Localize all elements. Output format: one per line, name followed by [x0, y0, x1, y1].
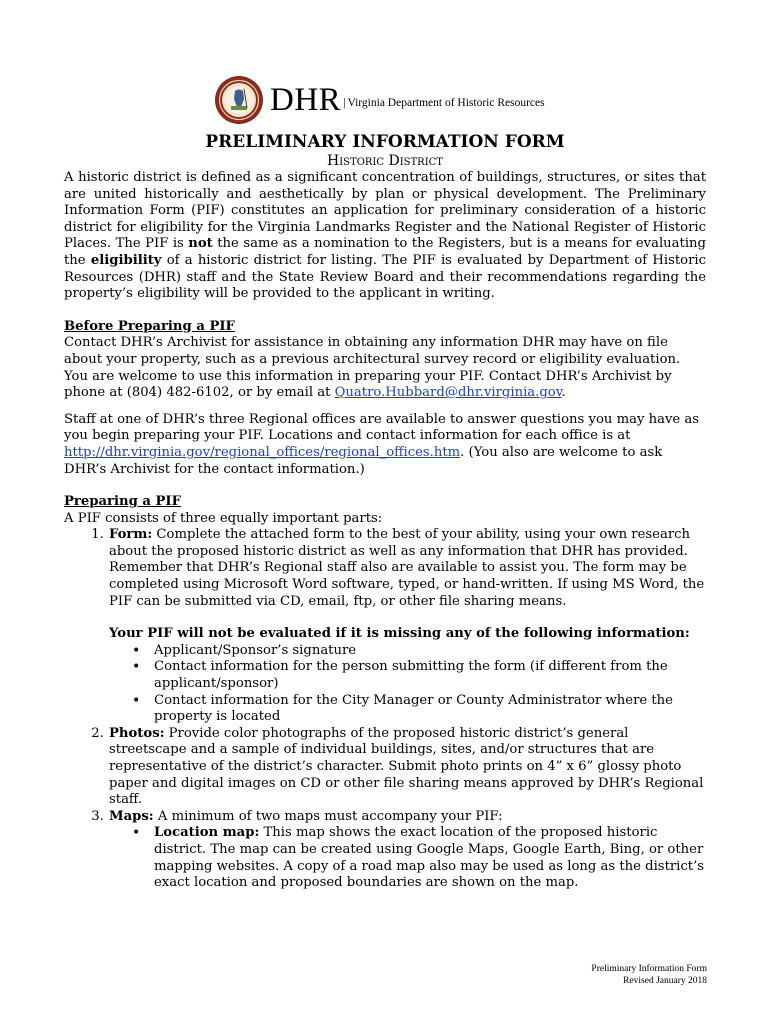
- intro-eligibility: eligibility: [90, 252, 162, 268]
- missing-info-warning: Your PIF will not be evaluated if it is missing any of the following information:: [109, 626, 690, 642]
- footer-form-name: Preliminary Information Form: [591, 964, 707, 974]
- form-text: Complete the attached form to the best of your ability, using your own research about the proposed historic district as well as any information that DHR has provided. Remember that DHR’s Regional staff also are available to assist you. The form may be completed using Microsoft Word software, typed, or hand-written. If using MS Word, the PIF can be submitted via CD, email, ftp, or other file sharing means.: [109, 527, 705, 609]
- pif-parts-list: [64, 527, 706, 891]
- archivist-text: Contact DHR’s Archivist for assistance in obtaining any information DHR may have on file about your property, such as a previous architectural survey record or eligibility evaluation. You are welcome to use this information in preparing your PIF. Contact DHR’s Archivist by phone at (804) 482-6102, or by email at: [64, 335, 681, 401]
- intro-text-2: the same as a nomination to the Registers, but is a means for evaluating the: [64, 236, 706, 268]
- preparing-lead: A PIF consists of three equally important parts:: [64, 510, 383, 526]
- form-label: Form:: [109, 527, 153, 543]
- photos-text: Provide color photographs of the proposed historic district’s general streetscape and a sample of individual buildings, sites, and/or structures that are representative of the district’s character. Submit photo prints on 4” x 6” glossy photo paper and digital images on CD or other file sharing means approved by DHR’s Regional staff.: [109, 725, 704, 808]
- archivist-email-link[interactable]: Quatro.Hubbard@dhr.virginia.gov: [334, 385, 562, 401]
- required-item: • Applicant/Sponsor’s signature: [154, 643, 706, 660]
- regional-paragraph: [64, 412, 706, 478]
- intro-text-3: of a historic district for listing. The PIF is evaluated by Department of Historic Resources (DHR) staff and the State Review Board and their recommendations regarding the property’s eligibility will be provided to the applicant in writing.: [64, 252, 706, 302]
- page-title: PRELIMINARY INFORMATION FORM: [205, 132, 565, 152]
- intro-not: not: [188, 236, 213, 252]
- location-map-text: This map shows the exact location of the proposed historic district. The map can be created using Google Maps, Google Earth, Bing, or other mapping websites. A copy of a road map also may be used as long as the district’s exact location and proposed boundaries are shown on the map.: [154, 825, 705, 891]
- maps-label: Maps:: [109, 808, 154, 824]
- before-heading: Before Preparing a PIF: [64, 318, 235, 334]
- document-body: [64, 170, 706, 892]
- required-item: • Contact information for the person submitting the form (if different from the applicant/sponsor): [154, 659, 706, 692]
- required-info-list: [109, 643, 706, 726]
- logo-text: DHR: [270, 81, 342, 118]
- regional-text: Staff at one of DHR’s three Regional offices are available to answer questions you may have as you begin preparing your PIF. Locations and contact information for each office is at: [64, 411, 700, 444]
- virginia-seal-icon: [214, 75, 264, 125]
- page-header: [214, 74, 545, 126]
- regional-text-end: . (You also are welcome to ask DHR’s Archivist for the contact information.): [64, 444, 663, 477]
- location-map-item: [154, 825, 706, 891]
- required-item: • Contact information for the City Manager or County Administrator where the property is located: [154, 693, 706, 726]
- list-item-photos: [108, 726, 706, 809]
- list-item-form: [108, 527, 706, 726]
- photos-label: Photos:: [109, 725, 165, 741]
- department-name: | Virginia Department of Historic Resources: [343, 97, 545, 109]
- list-item-maps: [108, 809, 706, 892]
- maps-text: A minimum of two maps must accompany your PIF:: [153, 808, 503, 824]
- intro-paragraph: [64, 170, 706, 303]
- intro-text-1: A historic district is defined as a significant concentration of buildings, structures, or sites that are united historically and aesthetically by plan or physical development. The Preliminary Information Form (PIF) constitutes an application for preliminary consideration of a historic district for eligibility for the Virginia Landmarks Register and the National Register of Historic Places. The PIF is: [64, 170, 706, 252]
- archivist-paragraph: [64, 335, 706, 401]
- preparing-heading: Preparing a PIF: [64, 494, 181, 510]
- footer-revision: Revised January 2018: [623, 976, 707, 986]
- location-map-label: Location map:: [154, 825, 260, 841]
- page-subtitle: Historic District: [327, 153, 443, 169]
- archivist-text-end: .: [561, 385, 566, 401]
- page-footer: [591, 963, 707, 987]
- regional-offices-link[interactable]: http://dhr.virginia.gov/regional_offices/regional_offices.htm: [64, 444, 461, 460]
- maps-list: [109, 825, 706, 891]
- department-name-text: Virginia Department of Historic Resources: [347, 97, 545, 109]
